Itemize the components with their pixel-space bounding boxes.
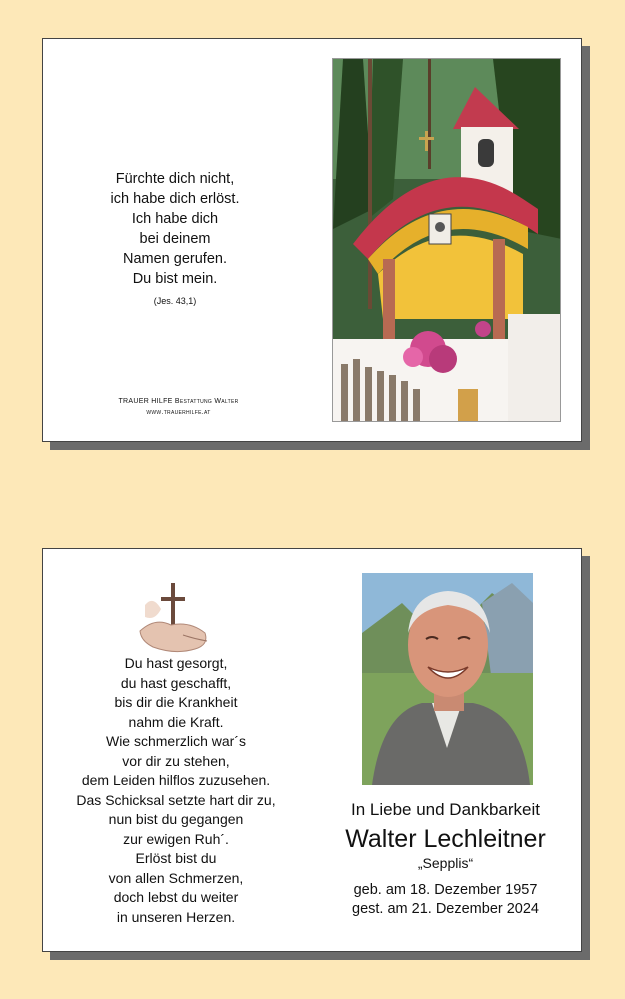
poem-line: Das Schicksal setzte hart dir zu,: [76, 791, 276, 808]
card-front: [42, 38, 582, 442]
verse-line: Namen gerufen.: [123, 251, 227, 267]
undertaker-imprint: [91, 396, 266, 418]
poem-line: Du hast gesorgt,: [124, 655, 228, 671]
poem-line: Wie schmerzlich war´s: [105, 733, 246, 749]
undertaker-name: TRAUER HILFE Bestattung Walter: [118, 398, 239, 405]
verse-line: bei deinem: [139, 231, 211, 247]
poem-line: doch lebst du weiter: [113, 889, 239, 905]
verse-line: Ich habe dich: [131, 211, 219, 227]
bible-verse: [95, 169, 255, 307]
poem-line: zur ewigen Ruh´.: [123, 830, 229, 847]
death-date: gest. am 21. Dezember 2024: [352, 901, 539, 917]
poem-line: in unseren Herzen.: [116, 908, 236, 925]
nickname: „Sepplis“: [417, 855, 474, 871]
chapel-photo: [332, 58, 561, 422]
verse-line: Du bist mein.: [132, 271, 218, 287]
poem-line: dem Leiden hilflos zuzusehen.: [81, 772, 271, 788]
poem-line: nahm die Kraft.: [128, 713, 224, 730]
verse-line: Fürchte dich nicht,: [115, 171, 235, 187]
poem-line: bis dir die Krankheit: [114, 694, 238, 710]
life-dates: [313, 881, 578, 919]
card-back: [42, 548, 582, 952]
deceased-name: Walter Lechleitner: [345, 825, 546, 853]
dedication: In Liebe und Dankbarkeit: [350, 800, 541, 819]
poem-line: vor dir zu stehen,: [122, 752, 230, 769]
undertaker-website: www.trauerhilfe.at: [146, 409, 211, 416]
poem-line: nun bist du gegangen: [108, 811, 244, 827]
portrait-photo: [362, 573, 533, 785]
verse-reference: (Jes. 43,1): [153, 296, 197, 306]
cross-hand-illustration: [135, 575, 215, 657]
poem-line: von allen Schmerzen,: [108, 869, 244, 886]
name-block: [313, 799, 578, 919]
poem-line: du hast geschafft,: [120, 674, 232, 691]
memorial-poem: [61, 654, 291, 927]
verse-line: ich habe dich erlöst.: [110, 191, 240, 207]
poem-line: Erlöst bist du: [135, 850, 217, 866]
birth-date: geb. am 18. Dezember 1957: [353, 882, 538, 898]
